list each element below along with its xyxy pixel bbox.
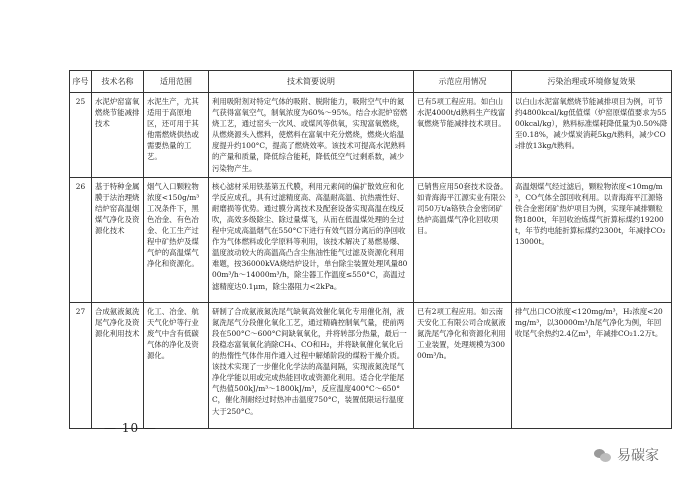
technology-description: 研制了合成氨液氮洗尾气缺氧高效催化氧化专用催化剂，液氮洗尾气分段催化氧化工艺，通过精确控制氧气量，使前两段在500°C～600°C间缺氧氧化，并将转部分热量，最后一段稳态富氧氧化消除CH₄、CO和H₂，并将缺氧催化氧化后的热惰性气体作用作通入过程中解烯阶段的煤粉干燥介质。该技术实现了一步催化化学法的高温间隔，实现液氮洗尾气净化学能以用或完成热能回收或资源化利用。适合化学能尾气热值500kJ/m³～1800kJ/m³，反应温度400°C～650°C，催化剂耐经过时热冲击温度750°C，装置低限运行温度大于250°C。 [209,302,414,428]
header-effect: 污染治理或环境修复效果 [512,71,672,93]
demonstration-status: 已有2项工程应用。如云南天安化工有限公司合成氨液氮洗尾气净化和资源化利用工业装置，处理规模为30000m³/h。 [414,302,512,428]
wechat-icon [594,447,612,463]
treatment-effect: 高温烟煤气经过滤后，颗粒物浓度<10mg/m³，CO气体全部回收利用。以青海海平江源铬铁合金密闭矿热炉项目为例，实现年减排颗粒物1800t，年回收治炼煤气折算标煤约19200t，年节约电能折算标煤约2300t，年减排CO₂13000t。 [512,177,672,302]
technology-table [69,70,672,429]
technology-description: 核心滤材采用铁基第五代膜，利用元素间的偏扩散效应和化学反应成孔，具有过滤精度高、高温耐高温、抗热震性好、耐磨损等优势。通过膜分离技术及配套设备实现高温在线反吹，高效多级除尘、除过量煤飞，从而在低温煤处理的全过程中完成高温烟气在550°C下进行有效气固分离后的净回收作为气体燃料或化学原料等利用，该技术解决了易燃易爆、温度波动较大的高温高凸含尘焦油性能气过滤及资源化利用难题，按36000kVA烧结炉设计，单台除尘装置处理风量8000m³/h～14000m³/h，除尘器工作温度≤550°C，高温过滤精度达0.1μm，除尘器阻力<2kPa。 [209,177,414,302]
table-row [70,177,672,302]
application-scope: 水泥生产，尤其适用于高原地区，还可用于其他需燃烧供热或需要热量的工艺。 [144,93,209,178]
table-header-row [70,71,672,93]
table-row [70,93,672,178]
header-scope: 适用范围 [144,71,209,93]
application-scope: 化工、冶金、航天气化炉等行业废气中含有低碳气体的净化及资源化。 [144,302,209,428]
table-row [70,302,672,428]
technology-description: 利用吸附剂对特定气体的吸附、脱附能力，吸附空气中的氮气获得富氧空气，制氧浓度为60%～95%。结合水泥炉窑燃烧工艺，通过窑头一次风、或煤风等供氧，实现富氧燃烧，从燃烧源头入燃料，使燃料在富氧中充分燃烧，燃烧火焰温度提升约100°C，提高了燃烧效率。该技术可提高水泥熟料的产量和质量，降低综合能耗，降低低空气过剩系数，减少污染物产生。 [209,93,414,178]
treatment-effect: 以白山水泥富氧燃烧节能减排项目为例，可节约4800kcal/kg低值煤（炉窑原煤值要求为5500kcal/kg），熟料标准煤耗降低量为0.50%降至0.18%，减少煤炭消耗5kg/t熟料，减少CO₂排放13kg/t熟料。 [512,93,672,178]
header-name: 技术名称 [92,71,144,93]
page-number: — 10 — [104,421,157,435]
row-number: 25 [70,93,92,178]
header-seq: 序号 [70,71,92,93]
header-desc: 技术简要说明 [209,71,414,93]
watermark [594,445,659,465]
technology-name: 基于特种金属膜于法治理烧结炉窑高温烟煤气净化及资源化技术 [92,177,144,302]
row-number: 27 [70,302,92,428]
demonstration-status: 已销售应用50套技术设备。如青海海平江源实业有限公司50万t/a铬铁合金密闭矿热炉高温煤气净化回收项目。 [414,177,512,302]
header-demo: 示范应用情况 [414,71,512,93]
demonstration-status: 已有5项工程应用。如白山水泥4000t/d熟料生产线富氧燃烧节能减排技术项目。 [414,93,512,178]
application-scope: 烟气入口颗粒物浓度<150g/m³工况条件下，黑色冶金、有色冶金、化工生产过程中矿热炉及煤气炉的高温煤气净化和资源化。 [144,177,209,302]
treatment-effect: 排气出口CO浓度<120mg/m³，H₂浓度<20mg/m³，以30000m³/h尾气净化为例，年回收尾气余热约2.4亿m³，年减排CO₂1.2万t。 [512,302,672,428]
row-number: 26 [70,177,92,302]
watermark-text: 易碳家 [617,448,659,464]
technology-name: 水泥炉窑富氧燃烧节能减排技术 [92,93,144,178]
technology-name: 合成氨液氮洗尾气净化及资源化利用技术 [92,302,144,428]
